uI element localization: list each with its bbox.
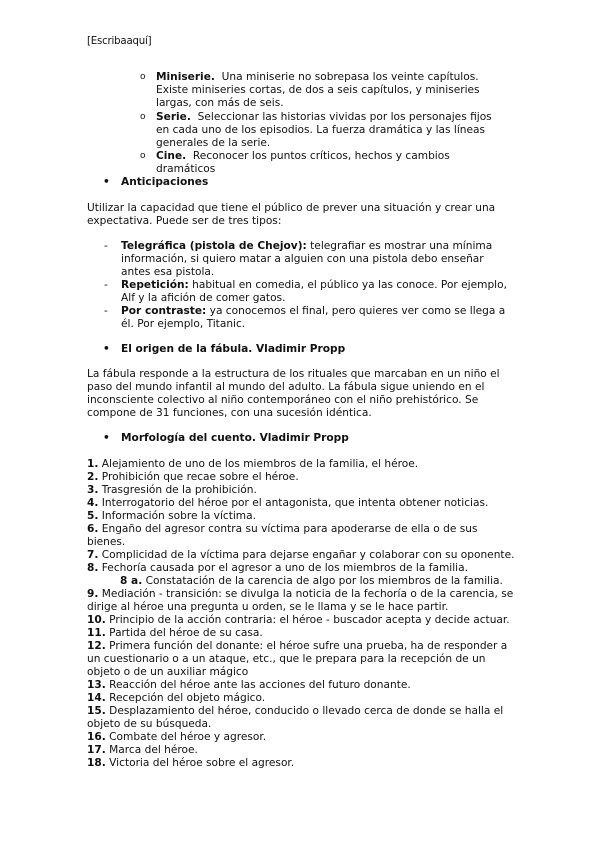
funcion-item: 12. Primera función del donante: el héroe sufre una prueba, ha de responder a un cuestionario o a un ataque, etc., que le prepara para la recepción de un objeto o de un auxiliar mágico: [87, 640, 508, 678]
funcion-item: 16. Combate del héroe y agresor.: [87, 731, 267, 743]
circle-bullet-icon: o: [140, 151, 146, 161]
funcion-text: Trasgresión de la prohibición.: [101, 484, 257, 496]
funcion-number: 17: [87, 744, 102, 756]
subitem-cine: o Cine. Reconocer los puntos críticos, hechos y cambios dramáticos: [140, 150, 450, 175]
funcion-number: 12: [87, 640, 102, 652]
funcion-text: Constatación de la carencia de algo por los miembros de la familia.: [145, 575, 503, 587]
subitem-serie: o Serie. Seleccionar las historias vividas por los personajes fijos en cada uno de los episodios. La fuerza dramática y las líneas generales de la serie.: [140, 111, 492, 149]
funcion-number: 18: [87, 757, 102, 769]
subitem-text: Una miniserie no sobrepasa los veinte capítulos. Existe miniseries cortas, de dos a seis capítulos, y miniseries largas, con más de seis.: [156, 71, 480, 109]
funcion-number: 11: [87, 627, 102, 639]
bullet-icon: •: [103, 176, 110, 188]
funcion-text: Marca del héroe.: [109, 744, 198, 756]
page-header: [Escribaaquí]: [87, 36, 152, 47]
funcion-number: 2: [87, 471, 95, 483]
funcion-text: Interrogatorio del héroe por el antagonista, que intenta obtener noticias.: [101, 497, 489, 509]
subitem-text: Seleccionar las historias vividas por los personajes fijos en cada uno de los episodios. La fuerza dramática y las líneas generales de la serie.: [156, 111, 492, 149]
funcion-number: 15: [87, 705, 102, 717]
document-page: [Escribaaquí] o Miniserie. Una miniserie no sobrepasa los veinte capítulos. Existe miniseries cortas, de dos a seis capítulos, y miniseries largas, con más de seis. o Serie. Seleccionar las historias vividas por los personajes fijos en cada uno de los episodios. La fuerza dramática y las líneas generales de la serie. o Cine. Reconocer los puntos críticos, hechos y cambios dramáticos • Anticipaciones Utilizar la capacidad que tiene el público de prever una situación y crear una expectativa. Puede ser de tres tipos: - Telegráfica (pistola de Chejov): telegrafiar es mostrar una mínima información, si quiero matar a alguien con una pistola debo enseñar antes esa pistola. - Repetición: habitual en comedia, el público ya las conoce. Por ejemplo, Alf y la afición de comer gatos. - Por contraste: ya conocemos el final, pero quieres ver como se llega a él. Por ejemplo, Titanic. • El origen de la fábula. Vladimir Propp La fábula responde a la estructura de los rituales que marcaban en un niño el paso del mundo infantil al mundo del adulto. La fábula sigue uniendo en el inconsciente colectivo al niño contemporáneo con el niño prehistórico. Se compone de 31 funciones, con una sucesión idéntica. • Morfología del cuento. Vladimir Propp 1. Alejamiento de uno de los miembros de la familia, el héroe. 2. Prohibición que recae sobre el héroe. 3. Trasgresión de la prohibición. 4. Interrogatorio del héroe por el antagonista, que intenta obtener noticias. 5. Información sobre la víctima. 6. Engaño del agresor contra su víctima para apoderarse de ella o de sus bienes. 7. Complicidad de la víctima para dejarse engañar y colaborar con su oponente. 8. Fechoría causada por el agresor a uno de los miembros de la familia. 8 a. Constatación de la carencia de algo por los miembros de la familia. 9. Mediación - transición: se divulga la noticia de la fechoría o de la carencia, se dirige al héroe una pregunta u orden, se le llama y se le hace partir. 10. Principio de la acción contraria: el héroe - buscador acepta y decide actuar. 11. Partida del héroe de su casa. 12. Primera función del donante: el héroe sufre una prueba, ha de responder a un cuestionario o a un ataque, etc., que le prepara para la recepción de un objeto o de un auxiliar mágico 13. Reacción del héroe ante las acciones del futuro donante. 14. Recepción del objeto mágico. 15. Desplazamiento del héroe, conducido o llevado cerca de donde se halla el objeto de su búsqueda. 16. Combate del héroe y agresor. 17. Marca del héroe. 18. Victoria del héroe sobre el agresor.: [0, 0, 600, 848]
funcion-number: 14: [87, 692, 102, 704]
subitem-miniserie: o Miniserie. Una miniserie no sobrepasa los veinte capítulos. Existe miniseries cortas, de dos a seis capítulos, y miniseries largas, con más de seis.: [140, 71, 480, 109]
anticipaciones-intro: Utilizar la capacidad que tiene el público de prever una situación y crear una expectativa. Puede ser de tres tipos:: [87, 202, 496, 227]
funcion-number: 8: [87, 562, 95, 574]
dash-bullet-icon: -: [104, 240, 108, 252]
funciones-list: [87, 458, 517, 770]
funcion-number: 5: [87, 510, 95, 522]
tipo-repeticion: - Repetición: habitual en comedia, el público ya las conoce. Por ejemplo, Alf y la afición de comer gatos.: [104, 279, 507, 304]
funcion-item: 1. Alejamiento de uno de los miembros de la familia, el héroe.: [87, 458, 419, 470]
funcion-number: 1: [87, 458, 95, 470]
funcion-text: Desplazamiento del héroe, conducido o llevado cerca de donde se halla el objeto de su búsqueda.: [87, 705, 504, 730]
tipo-title: Por contraste: [121, 305, 203, 317]
tipo-text: habitual en comedia, el público ya las conoce. Por ejemplo, Alf y la afición de comer gatos.: [121, 279, 507, 304]
bullet-icon: •: [103, 343, 110, 355]
bullet-icon: •: [103, 432, 110, 444]
tipo-text: telegrafiar es mostrar una mínima información, si quiero matar a alguien con una pistola debo enseñar antes esa pistola.: [121, 240, 493, 278]
funcion-item: 8 a. Constatación de la carencia de algo por los miembros de la familia.: [120, 575, 503, 587]
funcion-item: 3. Trasgresión de la prohibición.: [87, 484, 257, 496]
funcion-text: Engaño del agresor contra su víctima para apoderarse de ella o de sus bienes.: [87, 523, 478, 548]
funcion-number: 3: [87, 484, 95, 496]
funcion-number: 4: [87, 497, 95, 509]
subitem-title: Miniserie: [156, 71, 211, 83]
funcion-text: Victoria del héroe sobre el agresor.: [109, 757, 295, 769]
funcion-text: Fechoría causada por el agresor a uno de los miembros de la familia.: [101, 562, 468, 574]
funcion-text: Recepción del objeto mágico.: [109, 692, 266, 704]
funcion-text: Reacción del héroe ante las acciones del futuro donante.: [109, 679, 411, 691]
funcion-text: Combate del héroe y agresor.: [109, 731, 267, 743]
funcion-number: 13: [87, 679, 102, 691]
funcion-item: 13. Reacción del héroe ante las acciones del futuro donante.: [87, 679, 411, 691]
funcion-item: 17. Marca del héroe.: [87, 744, 198, 756]
funcion-text: Prohibición que recae sobre el héroe.: [101, 471, 299, 483]
subitem-text: Reconocer los puntos críticos, hechos y cambios dramáticos: [156, 150, 450, 175]
dash-bullet-icon: -: [104, 305, 108, 317]
funcion-item: 2. Prohibición que recae sobre el héroe.: [87, 471, 299, 483]
funcion-text: Primera función del donante: el héroe sufre una prueba, ha de responder a un cuestionario o a un ataque, etc., que le prepara para la recepción de un objeto o de un auxiliar mágico: [87, 640, 508, 678]
funcion-item: 6. Engaño del agresor contra su víctima para apoderarse de ella o de sus bienes.: [87, 523, 478, 548]
funcion-item: 7. Complicidad de la víctima para dejarse engañar y colaborar con su oponente.: [87, 549, 515, 561]
origen-paragraph: La fábula responde a la estructura de los rituales que marcaban en un niño el paso del mundo infantil al mundo del adulto. La fábula sigue uniendo en el inconsciente colectivo al niño contemporáneo con el niño prehistórico. Se compone de 31 funciones, con una sucesión idéntica.: [87, 368, 500, 419]
funcion-number: 10: [87, 614, 102, 626]
tipo-contraste: - Por contraste: ya conocemos el final, pero quieres ver como se llega a él. Por ejemplo, Titanic.: [104, 305, 506, 330]
funcion-number: 8 a: [120, 575, 139, 587]
funcion-item: 4. Interrogatorio del héroe por el antagonista, que intenta obtener noticias.: [87, 497, 489, 509]
circle-bullet-icon: o: [140, 72, 146, 82]
funcion-item: 11. Partida del héroe de su casa.: [87, 627, 263, 639]
dash-bullet-icon: -: [104, 279, 108, 291]
funcion-item: 18. Victoria del héroe sobre el agresor.: [87, 757, 295, 769]
funcion-item: 5. Información sobre la víctima.: [87, 510, 256, 522]
funcion-text: Partida del héroe de su casa.: [109, 627, 263, 639]
tipo-title: Repetición: [121, 279, 185, 291]
funcion-number: 6: [87, 523, 95, 535]
circle-bullet-icon: o: [140, 112, 146, 122]
funcion-text: Principio de la acción contraria: el héroe - buscador acepta y decide actuar.: [109, 614, 510, 626]
tipo-text: ya conocemos el final, pero quieres ver como se llega a él. Por ejemplo, Titanic.: [121, 305, 506, 330]
funcion-number: 7: [87, 549, 95, 561]
tipo-title: Telegráfica (pistola de Chejov): [121, 240, 303, 252]
funcion-item: 15. Desplazamiento del héroe, conducido o llevado cerca de donde se halla el objeto de su búsqueda.: [87, 705, 504, 730]
tipo-telegrafica: - Telegráfica (pistola de Chejov): telegrafiar es mostrar una mínima información, si quiero matar a alguien con una pistola debo enseñar antes esa pistola.: [104, 240, 493, 278]
funcion-text: Información sobre la víctima.: [101, 510, 256, 522]
funcion-item: 8. Fechoría causada por el agresor a uno de los miembros de la familia.: [87, 562, 468, 574]
funcion-item: 14. Recepción del objeto mágico.: [87, 692, 266, 704]
funcion-text: Mediación - transición: se divulga la noticia de la fechoría o de la carencia, se dirige al héroe una pregunta u orden, se le llama y se le hace partir.: [87, 588, 514, 613]
subitem-title: Cine: [156, 150, 183, 162]
funcion-item: 9. Mediación - transición: se divulga la noticia de la fechoría o de la carencia, se dirige al héroe una pregunta u orden, se le llama y se le hace partir.: [87, 588, 514, 613]
subitem-title: Serie: [156, 111, 187, 123]
funcion-number: 9: [87, 588, 95, 600]
funcion-number: 16: [87, 731, 102, 743]
funcion-text: Complicidad de la víctima para dejarse engañar y colaborar con su oponente.: [101, 549, 515, 561]
funcion-item: 10. Principio de la acción contraria: el héroe - buscador acepta y decide actuar.: [87, 614, 510, 626]
funcion-text: Alejamiento de uno de los miembros de la familia, el héroe.: [101, 458, 419, 470]
